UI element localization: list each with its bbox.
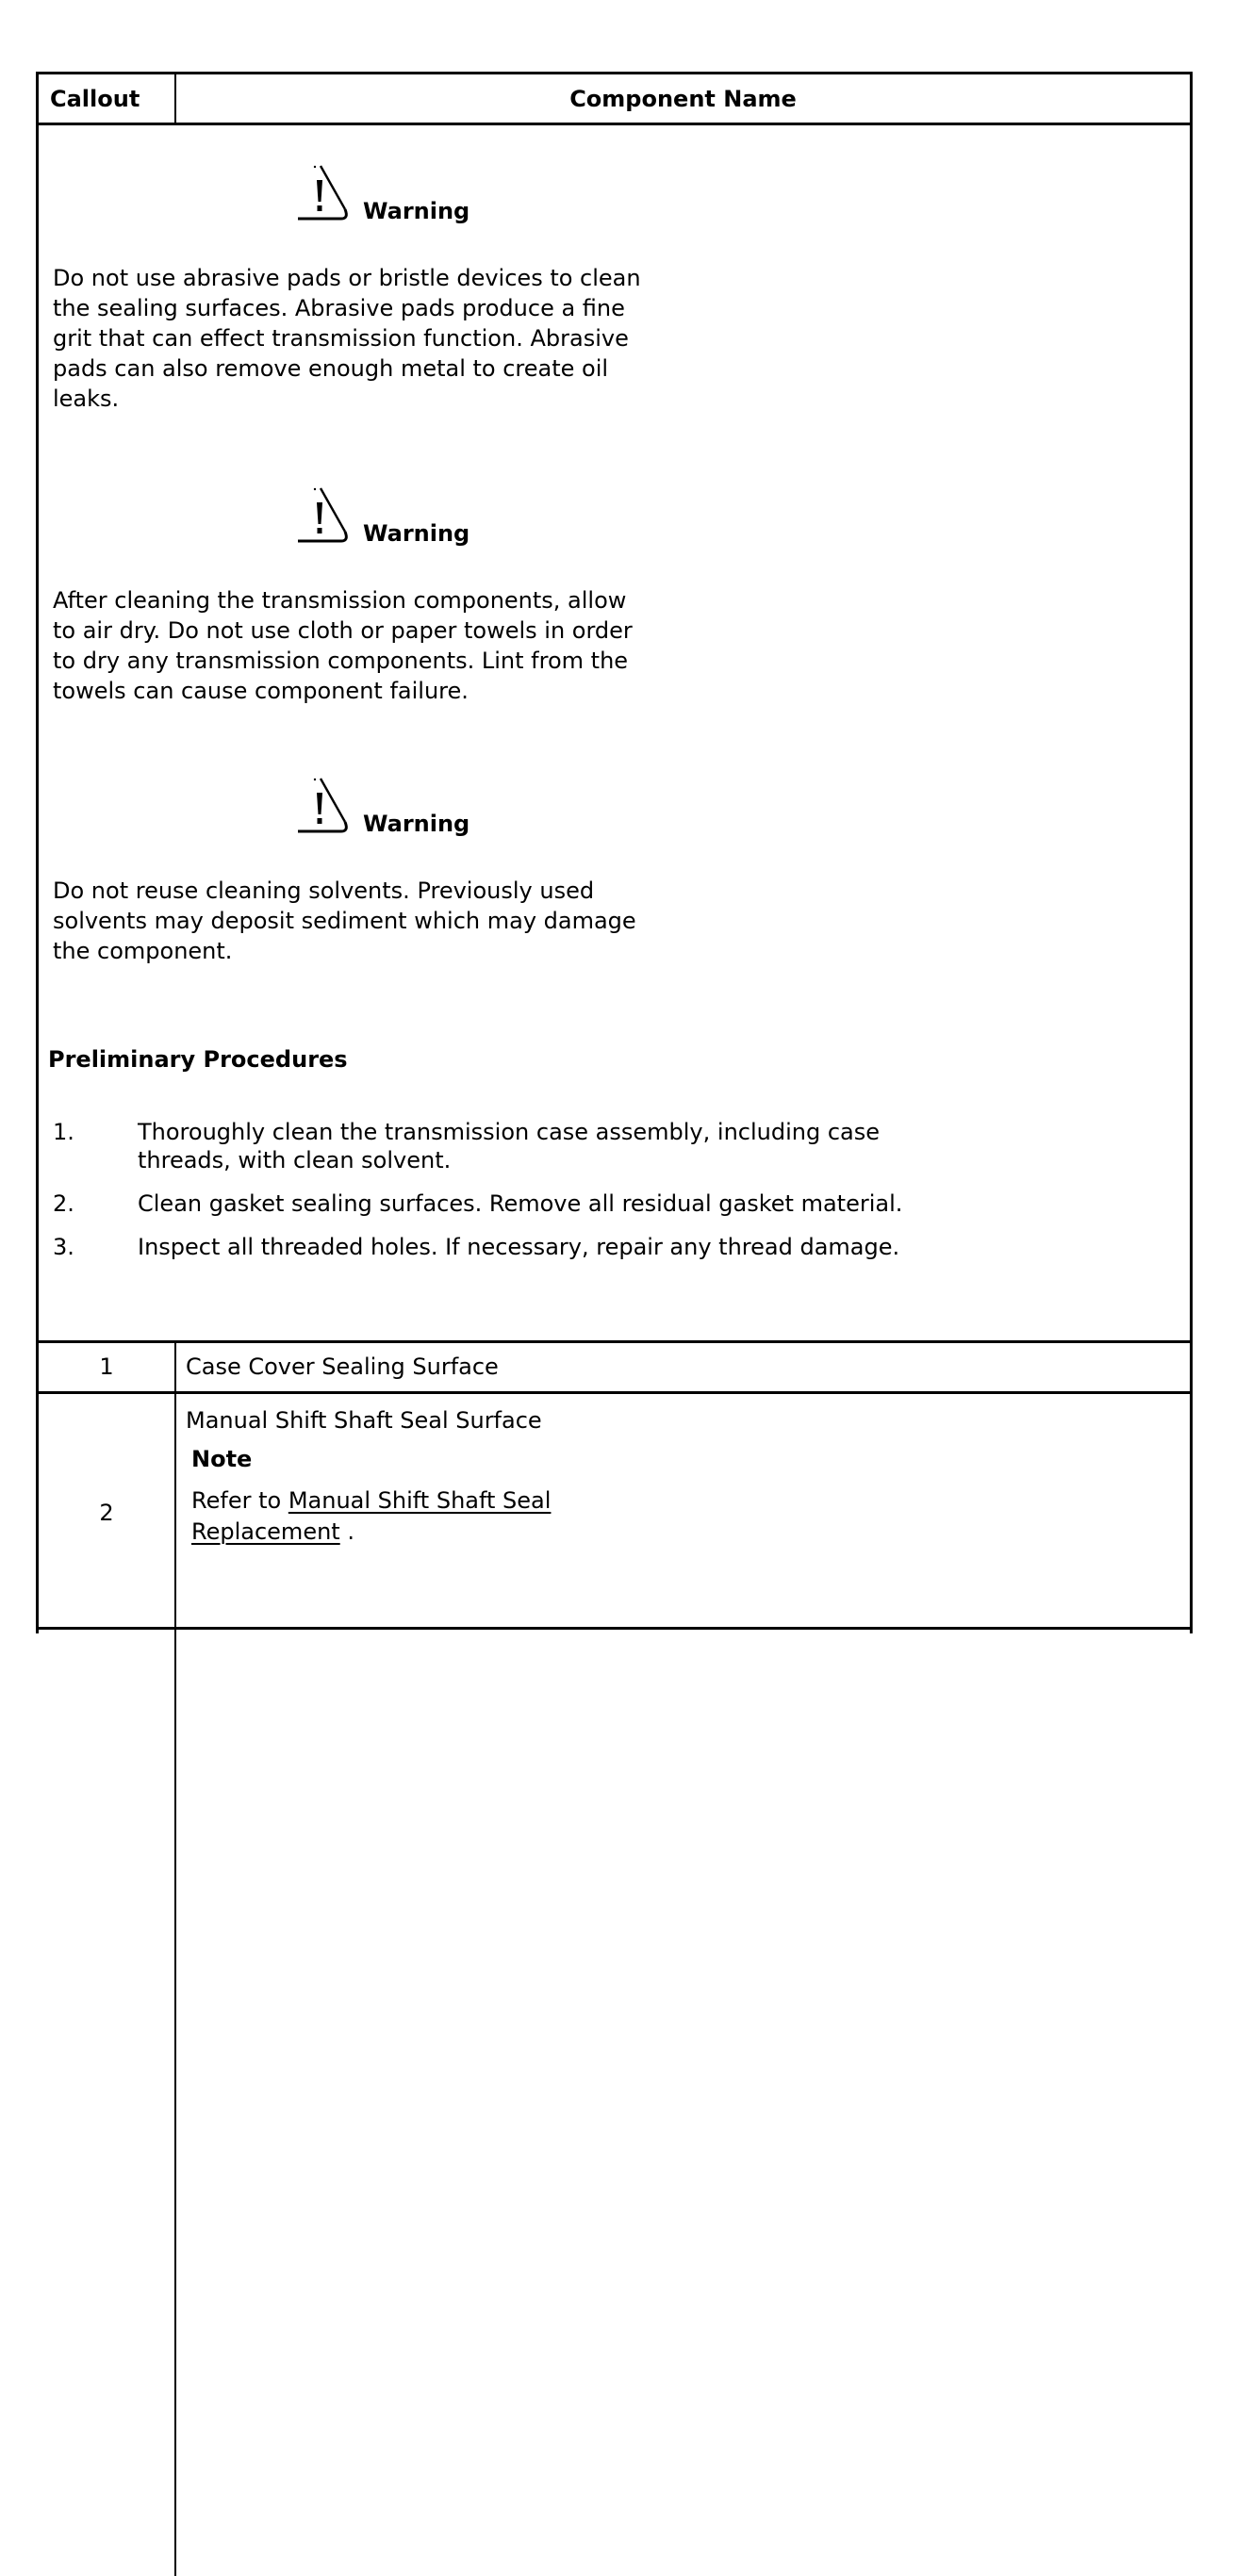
warning-3-label: Warning — [363, 811, 470, 837]
warning-3-heading — [296, 775, 470, 837]
warning-1-line: leaks. — [53, 386, 120, 412]
procedure-step — [53, 1190, 1165, 1218]
table-bottom-border — [36, 1627, 1193, 1630]
row-2-note-heading: Note — [191, 1446, 253, 1472]
note-prefix: Refer to — [191, 1487, 282, 1514]
step-text-line: Inspect all threaded holes. If necessary, repair any thread damage. — [138, 1234, 900, 1260]
warning-2-line: to dry any transmission components. Lint from the — [53, 648, 629, 674]
header-callout: Callout — [50, 86, 140, 112]
warning-triangle-icon — [296, 486, 349, 543]
step-text — [138, 1233, 899, 1261]
manual-shift-shaft-seal-replacement-link[interactable]: Manual Shift Shaft Seal — [288, 1487, 552, 1514]
row-1-callout: 1 — [99, 1354, 114, 1380]
note-suffix: . — [347, 1518, 354, 1545]
warning-1-text — [53, 263, 656, 414]
preliminary-procedures-heading: Preliminary Procedures — [48, 1046, 348, 1073]
row-1-top-border — [36, 1340, 1193, 1343]
row-2-top-border — [36, 1391, 1193, 1394]
step-text — [138, 1118, 880, 1174]
step-number: 3. — [53, 1234, 74, 1260]
step-text-line: threads, with clean solvent. — [138, 1147, 452, 1173]
warning-1-line: the sealing surfaces. Abrasive pads produce a fine — [53, 295, 625, 321]
step-number: 1. — [53, 1119, 74, 1145]
warning-1-line: pads can also remove enough metal to create oil — [53, 355, 609, 382]
warning-3-line: the component. — [53, 938, 233, 964]
warning-triangle-icon — [296, 777, 349, 833]
warning-1-line: Do not use abrasive pads or bristle devices to clean — [53, 265, 641, 291]
row-2-note-text — [191, 1485, 551, 1516]
warning-2-label: Warning — [363, 520, 470, 547]
step-number: 2. — [53, 1190, 74, 1217]
header-component-name: Component Name — [569, 86, 797, 112]
step-text — [138, 1190, 902, 1218]
table-left-border — [36, 72, 39, 1633]
warning-3-line: Do not reuse cleaning solvents. Previously used — [53, 878, 595, 904]
row-2-note-text-line2 — [191, 1517, 354, 1547]
warning-2-line: After cleaning the transmission components, allow — [53, 587, 627, 614]
table-right-border — [1190, 72, 1193, 1633]
procedure-step — [53, 1118, 1165, 1174]
warning-3-line: solvents may deposit sediment which may damage — [53, 908, 636, 934]
row-2-component-name: Manual Shift Shaft Seal Surface — [186, 1407, 542, 1434]
warning-1-label: Warning — [363, 198, 470, 224]
rows-column-divider — [174, 1340, 176, 2576]
warning-1-heading — [296, 162, 470, 224]
step-text-line: Clean gasket sealing surfaces. Remove all residual gasket material. — [138, 1190, 903, 1217]
warning-1-line: grit that can effect transmission function. Abrasive — [53, 325, 629, 352]
warning-triangle-icon — [296, 164, 349, 221]
warning-2-text — [53, 585, 656, 706]
step-text-line: Thoroughly clean the transmission case assembly, including case — [138, 1119, 880, 1145]
preliminary-procedures-list — [53, 1118, 1165, 1276]
procedure-step — [53, 1233, 1165, 1261]
warning-3-text — [53, 876, 656, 966]
manual-shift-shaft-seal-replacement-link-cont[interactable]: Replacement — [191, 1518, 340, 1545]
warning-2-heading — [296, 484, 470, 547]
row-1-component-name: Case Cover Sealing Surface — [186, 1354, 499, 1380]
warning-2-line: to air dry. Do not use cloth or paper towels in order — [53, 617, 633, 644]
warning-2-line: towels can cause component failure. — [53, 678, 469, 704]
row-2-callout: 2 — [99, 1500, 114, 1526]
